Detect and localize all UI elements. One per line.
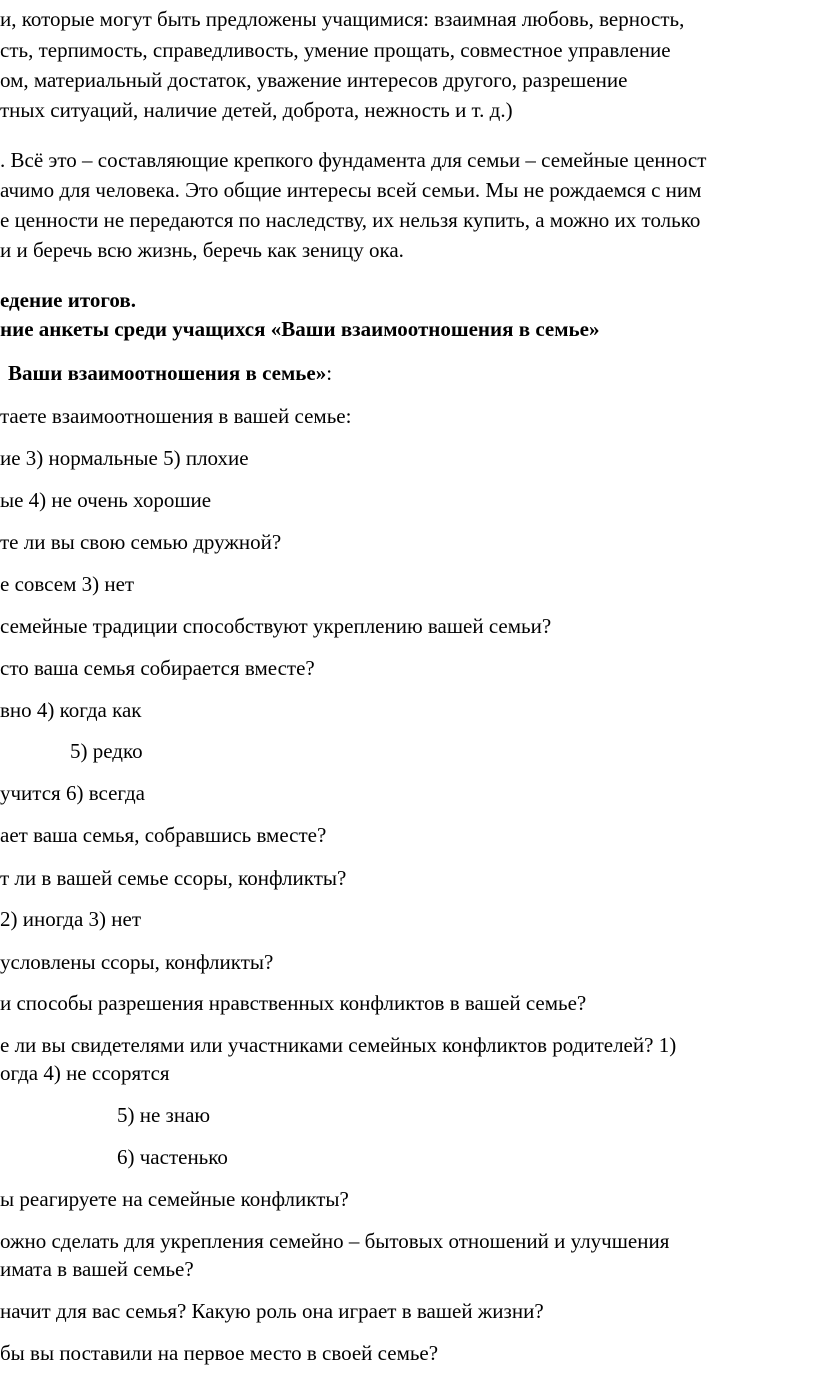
question-line-2: ие 3) нормальные 5) плохие bbox=[0, 446, 249, 470]
question-line-21: ожно сделать для укрепления семейно – бытовых отношений и улучшения bbox=[0, 1229, 670, 1253]
heading-survey: ние анкеты среди учащихся «Ваши взаимоотношения в семье» bbox=[0, 317, 600, 341]
summary-line-4: и и беречь всю жизнь, беречь как зеницу ока. bbox=[0, 238, 404, 262]
question-line-8: вно 4) когда как bbox=[0, 698, 142, 722]
heading-results: едение итогов. bbox=[0, 288, 136, 312]
question-line-15: и способы разрешения нравственных конфликтов в вашей семье? bbox=[0, 991, 587, 1015]
survey-title-colon: : bbox=[326, 361, 333, 385]
question-line-16: е ли вы свидетелями или участниками семейных конфликтов родителей? 1) bbox=[0, 1033, 677, 1057]
question-line-14: условлены ссоры, конфликты? bbox=[0, 950, 274, 974]
summary-line-2: ачимо для человека. Это общие интересы всей семьи. Мы не рождаемся с ним bbox=[0, 178, 702, 202]
survey-title-text: Ваши взаимоотношения в семье» bbox=[8, 361, 327, 385]
question-line-10: учится 6) всегда bbox=[0, 781, 145, 805]
intro-line-1: и, которые могут быть предложены учащимися: взаимная любовь, верность, bbox=[0, 7, 685, 31]
question-line-5: е совсем 3) нет bbox=[0, 572, 135, 596]
survey-title bbox=[8, 363, 332, 384]
question-line-3: ые 4) не очень хорошие bbox=[0, 488, 212, 512]
summary-line-1: . Всё это – составляющие крепкого фундамента для семьи – семейные ценност bbox=[0, 148, 707, 172]
question-line-17: огда 4) не ссорятся bbox=[0, 1061, 170, 1085]
question-line-20: ы реагируете на семейные конфликты? bbox=[0, 1187, 349, 1211]
intro-line-4: тных ситуаций, наличие детей, доброта, нежность и т. д.) bbox=[0, 98, 513, 122]
question-line-1: таете взаимоотношения в вашей семье: bbox=[0, 404, 352, 428]
intro-line-3: ом, материальный достаток, уважение интересов другого, разрешение bbox=[0, 68, 628, 92]
question-line-13: 2) иногда 3) нет bbox=[0, 907, 142, 931]
question-line-23: начит для вас семья? Какую роль она играет в вашей жизни? bbox=[0, 1299, 544, 1323]
question-line-19: 6) частенько bbox=[117, 1145, 228, 1169]
question-line-4: те ли вы свою семью дружной? bbox=[0, 530, 282, 554]
question-line-12: т ли в вашей семье ссоры, конфликты? bbox=[0, 866, 347, 890]
question-line-11: ает ваша семья, собравшись вместе? bbox=[0, 823, 327, 847]
question-line-9: 5) редко bbox=[70, 739, 143, 763]
question-line-6: семейные традиции способствуют укреплению вашей семьи? bbox=[0, 614, 552, 638]
summary-line-3: е ценности не передаются по наследству, их нельзя купить, а можно их только bbox=[0, 208, 701, 232]
question-line-18: 5) не знаю bbox=[117, 1103, 211, 1127]
question-line-24: бы вы поставили на первое место в своей семье? bbox=[0, 1341, 439, 1365]
intro-line-2: сть, терпимость, справедливость, умение прощать, совместное управление bbox=[0, 38, 671, 62]
question-line-22: имата в вашей семье? bbox=[0, 1257, 194, 1281]
question-line-7: сто ваша семья собирается вместе? bbox=[0, 656, 315, 680]
